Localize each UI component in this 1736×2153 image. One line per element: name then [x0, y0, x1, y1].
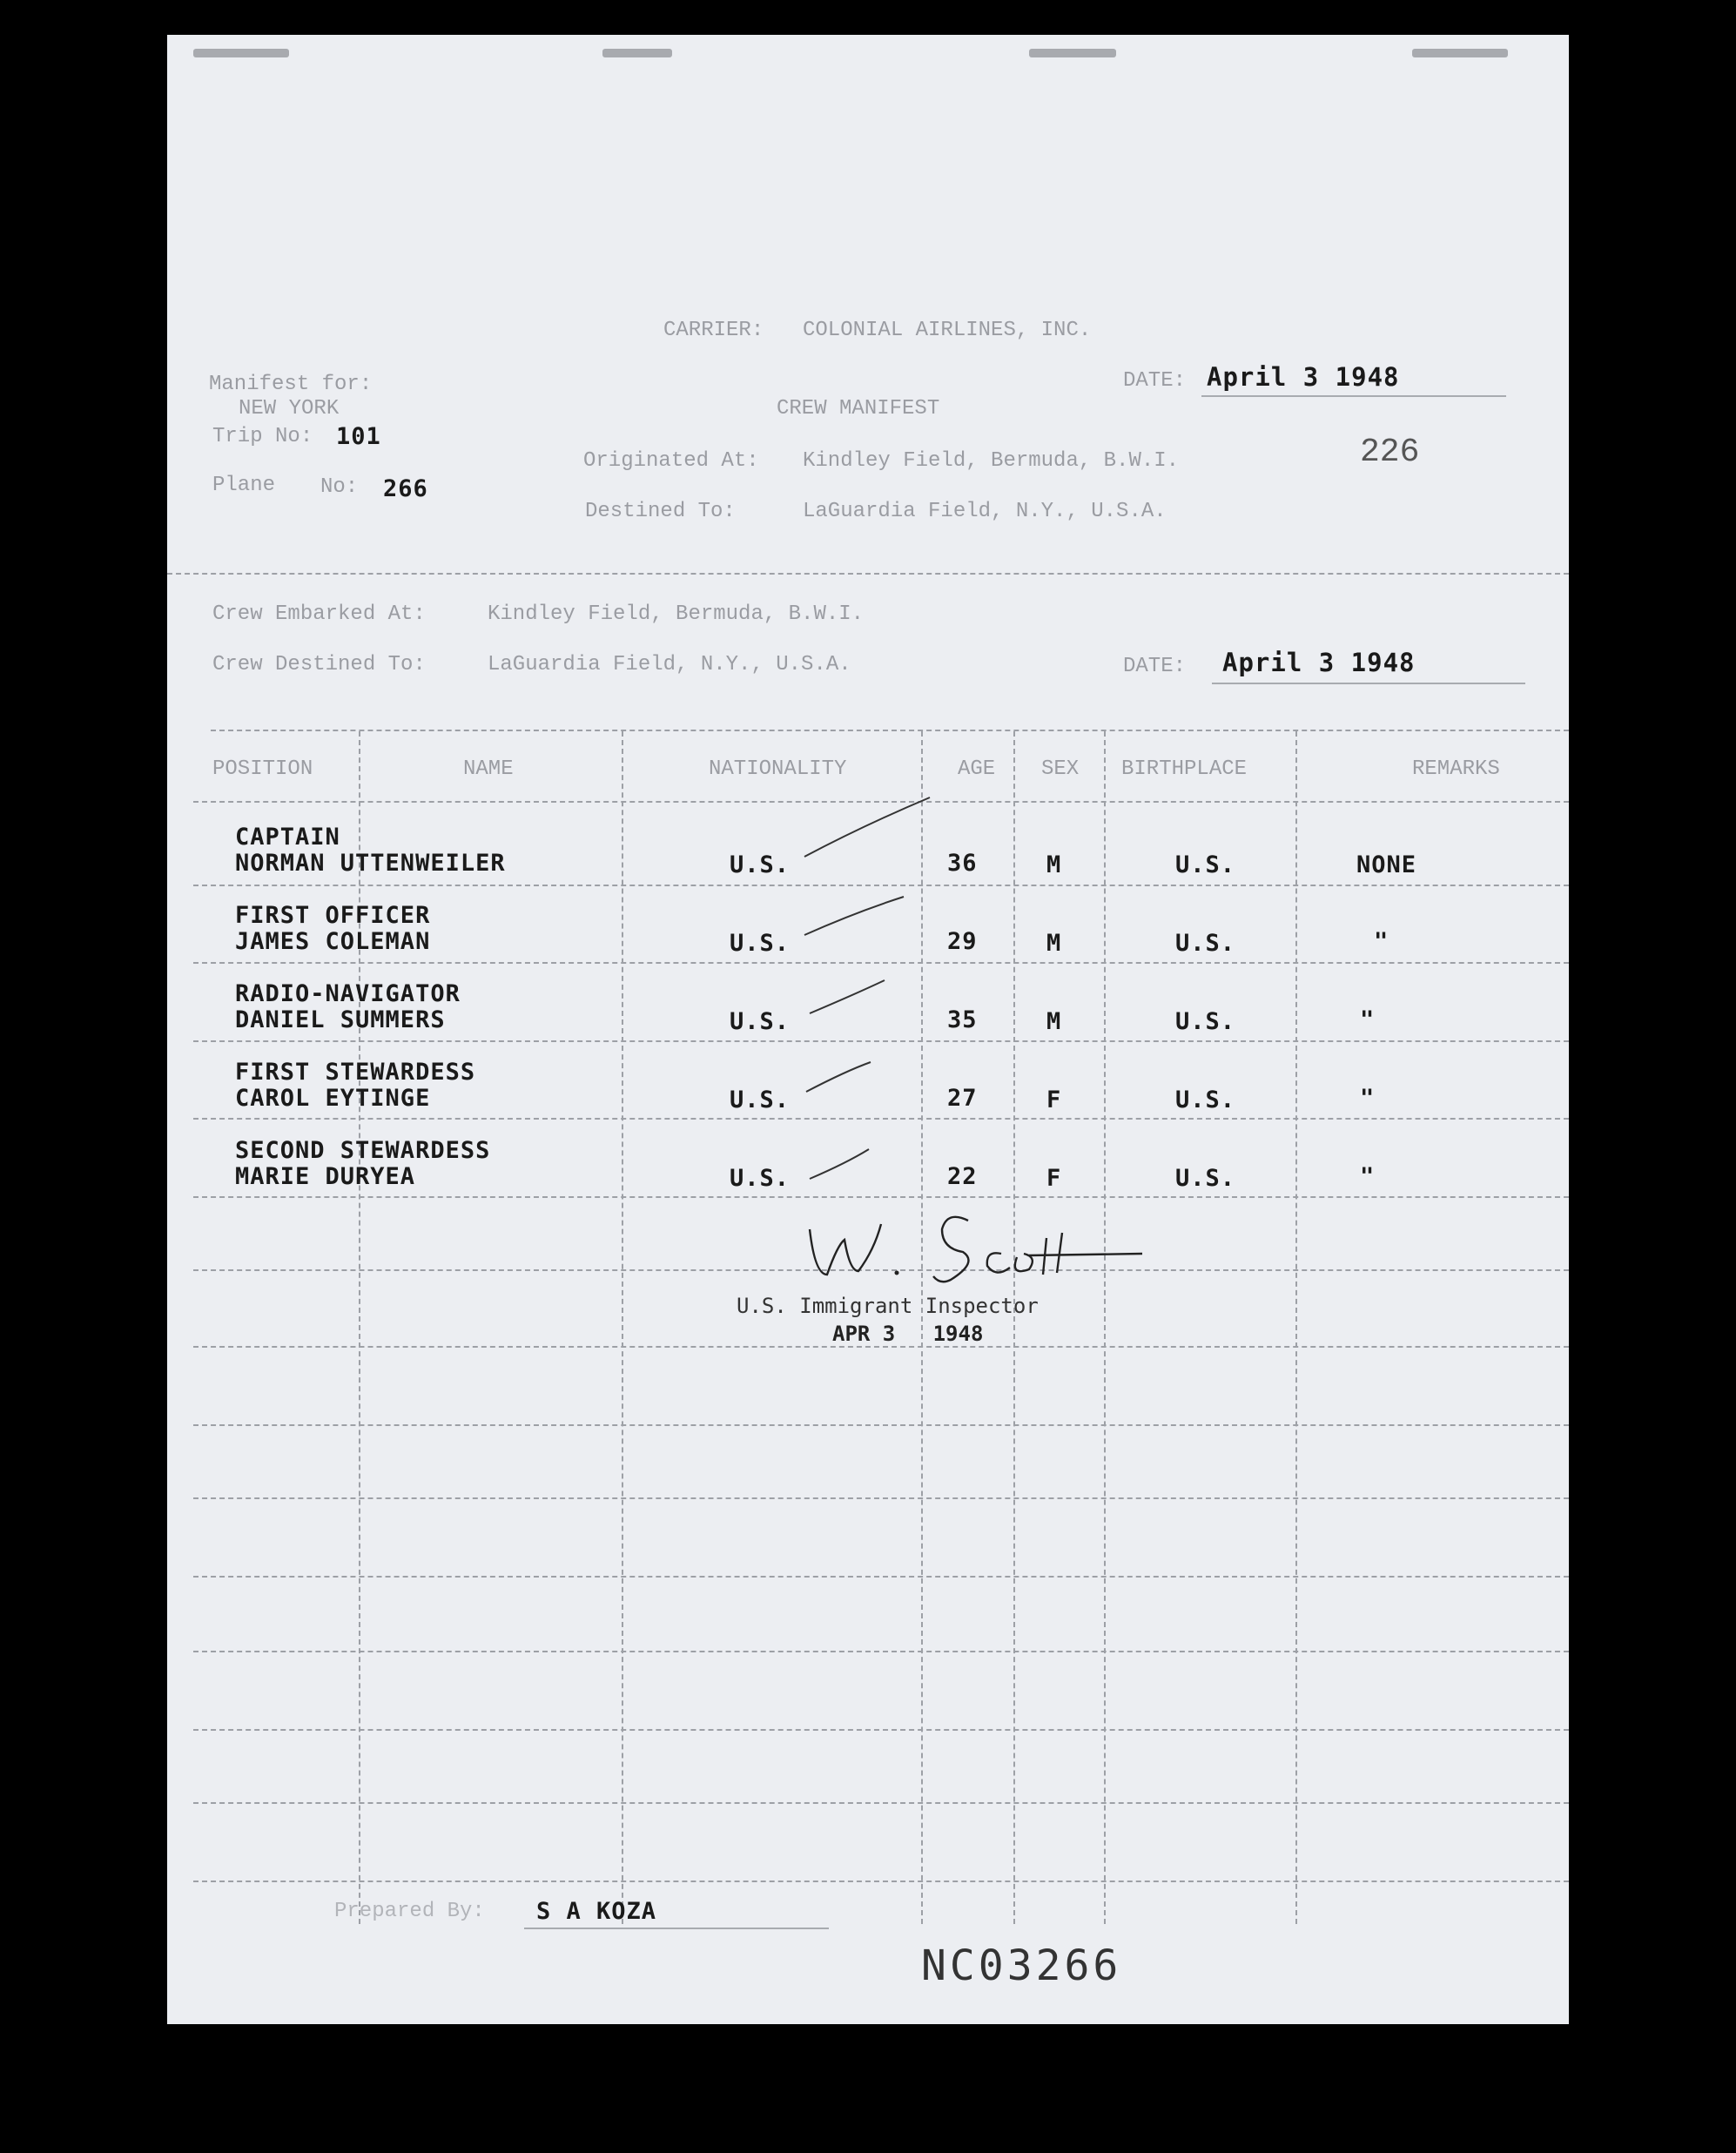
- crew-sex: M: [1046, 851, 1062, 878]
- inspector-signature: [810, 1217, 1142, 1282]
- prepared-by-label: Prepared By:: [334, 1900, 485, 1923]
- crew-sex: M: [1046, 1008, 1062, 1035]
- crew-remarks: ": [1360, 1085, 1376, 1112]
- trip-number: 101: [336, 423, 381, 450]
- crew-embarked-label: Crew Embarked At:: [212, 602, 426, 626]
- column-header-position: POSITION: [212, 757, 313, 781]
- plane-no-label: No:: [320, 475, 359, 499]
- crew-nationality: U.S.: [730, 1008, 791, 1035]
- crew-age: 29: [947, 928, 978, 955]
- crew-position: RADIO-NAVIGATOR: [235, 980, 461, 1007]
- manifest-date: April 3 1948: [1207, 362, 1400, 392]
- crew-sex: F: [1046, 1087, 1062, 1114]
- crew-sex: F: [1046, 1165, 1062, 1192]
- plane-label: Plane: [212, 474, 276, 497]
- crew-age: 22: [947, 1163, 978, 1190]
- crew-birthplace: U.S.: [1175, 1165, 1236, 1192]
- carrier-label: CARRIER:: [663, 319, 764, 342]
- column-header-age: AGE: [958, 757, 996, 781]
- crew-birthplace: U.S.: [1175, 1008, 1236, 1035]
- crew-sex: M: [1046, 930, 1062, 957]
- inspector-stamp-date: APR 3 1948: [832, 1322, 984, 1346]
- crew-birthplace: U.S.: [1175, 930, 1236, 957]
- pen-marks: [167, 35, 1569, 2024]
- manifest-for-label: Manifest for:: [209, 373, 373, 396]
- crew-age: 35: [947, 1006, 978, 1033]
- destined-value: LaGuardia Field, N.Y., U.S.A.: [803, 500, 1167, 523]
- trip-label: Trip No:: [212, 425, 313, 448]
- crew-age: 36: [947, 850, 978, 877]
- crew-manifest-title: CREW MANIFEST: [777, 397, 940, 421]
- crew-nationality: U.S.: [730, 930, 791, 957]
- manifest-for-value: NEW YORK: [239, 397, 340, 421]
- prepared-by-name: S A KOZA: [536, 1898, 657, 1925]
- crew-name: NORMAN UTTENWEILER: [235, 850, 506, 877]
- originated-label: Originated At:: [583, 449, 759, 473]
- crew-name: MARIE DURYEA: [235, 1163, 416, 1190]
- crew-embarked-value: Kindley Field, Bermuda, B.W.I.: [488, 602, 865, 626]
- plane-number: 266: [383, 475, 428, 502]
- crew-nationality: U.S.: [730, 851, 791, 878]
- serial-number: NC03266: [921, 1941, 1122, 1990]
- crew-remarks: ": [1360, 1006, 1376, 1033]
- crew-remarks: ": [1360, 1163, 1376, 1190]
- column-header-birthplace: BIRTHPLACE: [1121, 757, 1248, 781]
- column-header-remarks: REMARKS: [1412, 757, 1500, 781]
- crew-name: DANIEL SUMMERS: [235, 1006, 446, 1033]
- crew-position: FIRST OFFICER: [235, 902, 431, 929]
- crew-birthplace: U.S.: [1175, 851, 1236, 878]
- originated-value: Kindley Field, Bermuda, B.W.I.: [803, 449, 1180, 473]
- crew-birthplace: U.S.: [1175, 1087, 1236, 1114]
- crew-name: CAROL EYTINGE: [235, 1085, 431, 1112]
- crew-remarks: ": [1374, 928, 1389, 955]
- crew-position: CAPTAIN: [235, 824, 340, 851]
- carrier-name: COLONIAL AIRLINES, INC.: [803, 319, 1092, 342]
- manifest-page: [167, 35, 1569, 2024]
- crew-destined-label: Crew Destined To:: [212, 653, 426, 676]
- page-number: 226: [1360, 434, 1420, 471]
- crew-position: FIRST STEWARDESS: [235, 1059, 476, 1086]
- crew-date-label: DATE:: [1123, 655, 1187, 678]
- crew-destined-value: LaGuardia Field, N.Y., U.S.A.: [488, 653, 851, 676]
- inspector-title: U.S. Immigrant Inspector: [737, 1294, 1039, 1318]
- crew-nationality: U.S.: [730, 1087, 791, 1114]
- crew-date: April 3 1948: [1222, 648, 1416, 677]
- column-header-name: NAME: [463, 757, 514, 781]
- date-label: DATE:: [1123, 369, 1187, 393]
- crew-position: SECOND STEWARDESS: [235, 1137, 491, 1164]
- destined-label: Destined To:: [585, 500, 736, 523]
- column-header-sex: SEX: [1041, 757, 1080, 781]
- crew-nationality: U.S.: [730, 1165, 791, 1192]
- crew-name: JAMES COLEMAN: [235, 928, 431, 955]
- crew-remarks: NONE: [1356, 851, 1417, 878]
- crew-age: 27: [947, 1085, 978, 1112]
- column-header-nationality: NATIONALITY: [709, 757, 847, 781]
